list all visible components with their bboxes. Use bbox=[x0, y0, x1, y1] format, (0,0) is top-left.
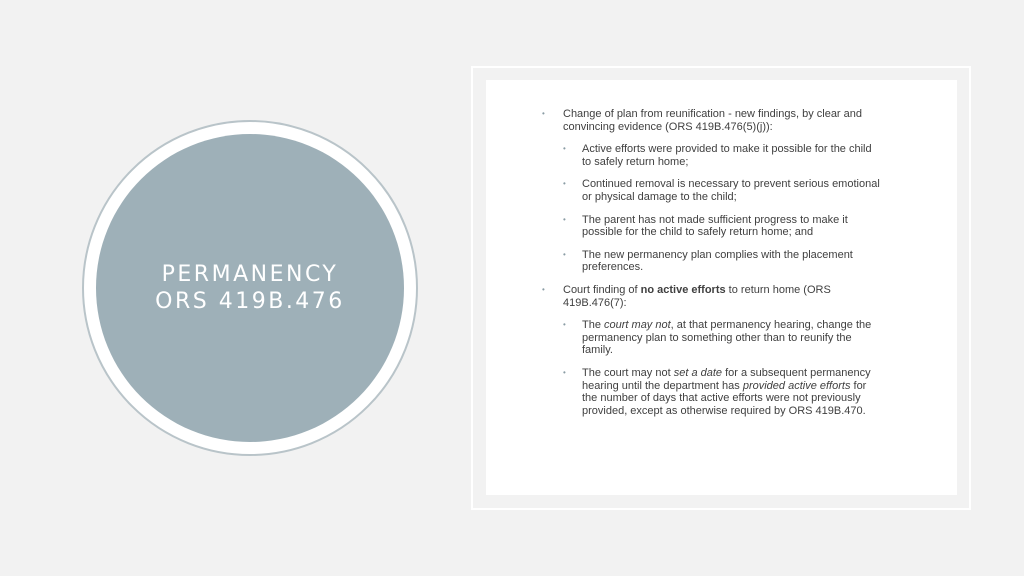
bullet-icon: • bbox=[563, 179, 566, 189]
bullet-icon: • bbox=[563, 320, 566, 330]
slide-title-line-2: ORS 419B.476 bbox=[155, 289, 345, 314]
bullet-text: Change of plan from reunification - new findings, by clear and convincing evidence (ORS 419B.476(5)(j)): bbox=[563, 108, 863, 133]
bullet-text-post: to return home (ORS 419B.476(7): bbox=[563, 283, 831, 309]
bullet-icon: • bbox=[542, 284, 545, 294]
sub-bullet-text: The new permanency plan complies with the placement preferences. bbox=[582, 248, 853, 274]
sub-bullet-text: The parent has not made sufficient progress to make it possible for the child to safely return home; and bbox=[582, 213, 848, 239]
bullet-text-bold: no active efforts bbox=[640, 283, 726, 296]
bullet-list bbox=[486, 80, 957, 417]
slide-title-line-1: PERMANENCY bbox=[161, 262, 339, 287]
sub-bullet-text: Continued removal is necessary to prevent serious emotional or physical damage to the child; bbox=[582, 178, 880, 203]
sub-bullet-continued-removal bbox=[563, 178, 882, 203]
sub-bullet-placement-preferences bbox=[563, 249, 882, 274]
sub-bullet-subsequent-hearing bbox=[563, 367, 882, 417]
bullet-icon: • bbox=[563, 214, 566, 224]
sub-bullet-text-mid: for a subsequent permanency hearing until the department has bbox=[582, 366, 871, 392]
sub-bullet-text-pre: The court may not bbox=[582, 366, 674, 379]
sub-bullet-sufficient-progress bbox=[563, 214, 882, 239]
sub-bullet-text-post: , at that permanency hearing, change the permanency plan to something other than to reunify the family. bbox=[582, 319, 872, 357]
title-circle-fill bbox=[96, 134, 404, 442]
bullet-change-of-plan bbox=[542, 108, 893, 133]
bullet-text-pre: Court finding of bbox=[563, 283, 641, 296]
bullet-icon: • bbox=[563, 144, 566, 154]
sub-bullet-text: Active efforts were provided to make it possible for the child to safely return home; bbox=[582, 143, 872, 168]
bullet-no-active-efforts bbox=[542, 284, 893, 309]
bullet-icon: • bbox=[563, 367, 566, 377]
sub-bullet-text-pre: The bbox=[582, 319, 605, 332]
sub-bullet-text-em-1: set a date bbox=[673, 366, 723, 379]
sub-bullet-text-em-2: provided active efforts bbox=[742, 379, 851, 392]
sub-bullet-active-efforts bbox=[563, 143, 882, 168]
sub-bullet-text-post: for the number of days that active efforts were not previously provided, except as otherwise required by ORS 419B.470. bbox=[582, 379, 867, 417]
sub-bullet-text-em: court may not bbox=[604, 319, 671, 332]
bullet-icon: • bbox=[542, 109, 545, 118]
sub-bullet-court-may-not bbox=[563, 319, 882, 357]
content-card bbox=[486, 80, 957, 495]
title-circle bbox=[82, 120, 418, 456]
bullet-icon: • bbox=[563, 249, 566, 259]
